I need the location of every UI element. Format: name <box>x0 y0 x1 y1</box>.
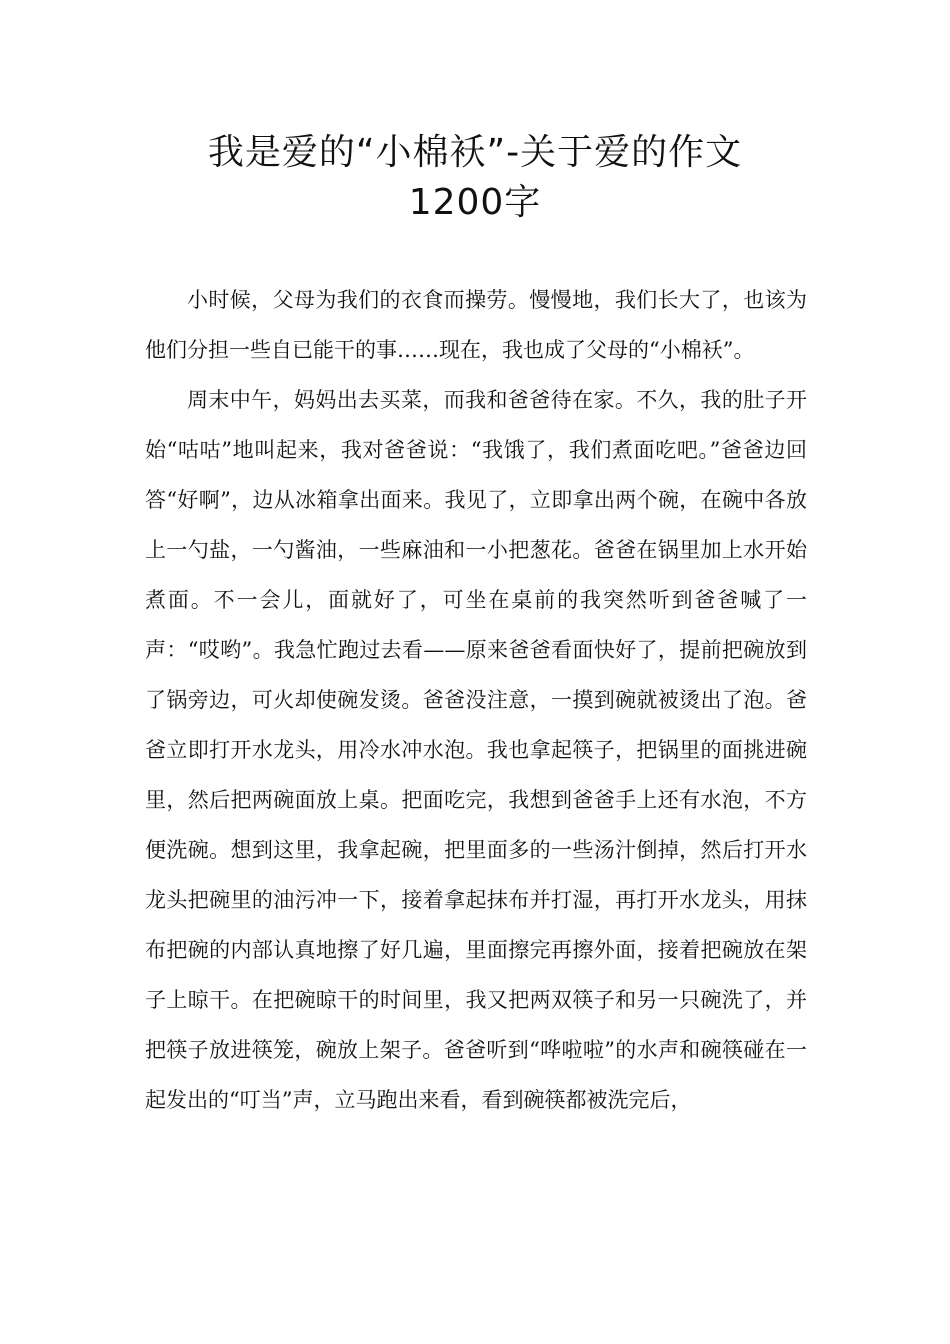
title-line-1: 我是爱的“小棉袄”-关于爱的作文 <box>207 132 743 173</box>
title-line-2: 1200字 <box>408 182 542 223</box>
paragraph: 周末中午，妈妈出去买菜，而我和爸爸待在家。不久，我的肚子开始“咕咕”地叫起来，我对爸爸说：“我饿了，我们煮面吃吧。”爸爸边回答“好啊”，边从冰箱拿出面来。我见了，立即拿出两个碗，在碗中各放上一勺盐，一勺酱油，一些麻油和一小把葱花。爸爸在锅里加上水开始煮面。不一会儿，面就好了，可坐在桌前的我突然听到爸爸喊了一声：“哎哟”。我急忙跑过去看——原来爸爸看面快好了，提前把碗放到了锅旁边，可火却使碗发烫。爸爸没注意，一摸到碗就被烫出了泡。爸爸立即打开水龙头，用冷水冲水泡。我也拿起筷子，把锅里的面挑进碗里，然后把两碗面放上桌。把面吃完，我想到爸爸手上还有水泡，不方便洗碗。想到这里，我拿起碗，把里面多的一些汤汁倒掉，然后打开水龙头把碗里的油污冲一下，接着拿起抹布并打湿，再打开水龙头，用抹布把碗的内部认真地擦了好几遍，里面擦完再擦外面，接着把碗放在架子上晾干。在把碗晾干的时间里，我又把两双筷子和另一只碗洗了，并把筷子放进筷笼，碗放上架子。爸爸听到“哗啦啦”的水声和碗筷碰在一起发出的“叮当”声，立马跑出来看，看到碗筷都被洗完后， <box>145 388 807 1112</box>
document-title <box>130 128 820 228</box>
paragraph: 小时候，父母为我们的衣食而操劳。慢慢地，我们长大了，也该为他们分担一些自已能干的事……现在，我也成了父母的“小棉袄”。 <box>145 288 807 362</box>
document-body <box>145 275 807 1125</box>
